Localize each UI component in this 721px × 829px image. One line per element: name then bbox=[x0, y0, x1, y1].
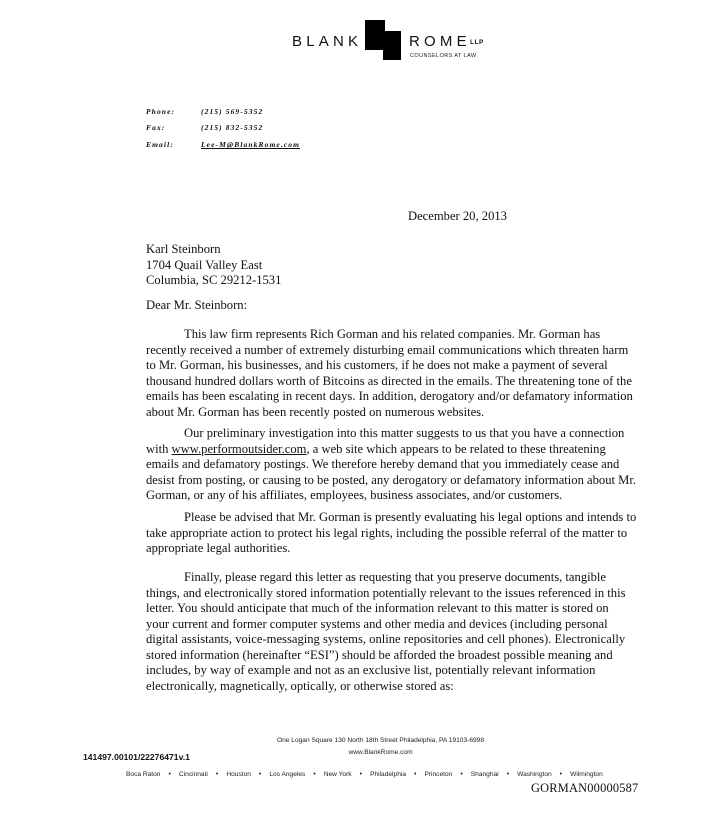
website-link[interactable]: www.performoutsider.com bbox=[171, 441, 307, 456]
phone-label: Phone: bbox=[146, 107, 176, 116]
paragraph-3 bbox=[146, 510, 646, 557]
recipient-name: Karl Steinborn bbox=[146, 242, 221, 256]
office-location: Cincinnati bbox=[178, 771, 208, 778]
firm-tagline: COUNSELORS AT LAW bbox=[410, 53, 477, 59]
footer-website[interactable]: www.BlankRome.com bbox=[348, 749, 413, 756]
paragraph-line: letter. You should anticipate that much of the information relevant to this matter is stored on bbox=[146, 601, 609, 615]
paragraph-line: stored information (hereinafter “ESI”) should be afforded the broadest possible meaning and bbox=[146, 647, 613, 662]
paragraph-line: emails has been escalating in recent days. In addition, derogatory and/or defamatory information bbox=[146, 389, 633, 403]
fax-label: Fax: bbox=[146, 123, 166, 132]
recipient-city: Columbia, SC 29212-1531 bbox=[146, 273, 282, 287]
recipient-address bbox=[146, 242, 281, 289]
logo-block-right bbox=[383, 31, 401, 60]
email-label: Email: bbox=[146, 140, 174, 149]
footer-address: One Logan Square 130 North 18th Street Philadelphia, PA 19103-6998 bbox=[276, 737, 484, 744]
office-location: Washington bbox=[517, 771, 552, 778]
phone-value: (215) 569-5352 bbox=[201, 107, 264, 116]
bullet-separator-icon: • bbox=[215, 771, 219, 778]
paragraph-line bbox=[146, 442, 646, 458]
paragraph-line: about Mr. Gorman has been recently posted on numerous websites. bbox=[146, 404, 485, 419]
bullet-separator-icon: • bbox=[559, 771, 563, 778]
paragraph-line: your current and former computer systems and other media and devices (including personal bbox=[146, 616, 608, 631]
paragraph-line: desist from posting, or causing to be posted, any derogatory or defamatory information about Mr. bbox=[146, 472, 636, 487]
fax-value: (215) 832-5352 bbox=[201, 123, 264, 132]
paragraph-line: electronically, magnetically, optically, or otherwise stored as: bbox=[146, 678, 454, 693]
paragraph-2 bbox=[146, 426, 646, 504]
bullet-separator-icon: • bbox=[258, 771, 262, 778]
firm-name-blank: BLANK bbox=[292, 33, 363, 50]
paragraph-1 bbox=[146, 327, 646, 420]
office-location: Philadelphia bbox=[370, 771, 406, 778]
document-id: 141497.00101/22276471v.1 bbox=[83, 752, 190, 762]
office-location: Princeton bbox=[424, 771, 453, 778]
paragraph-4 bbox=[146, 570, 646, 694]
bates-number: GORMAN00000587 bbox=[531, 781, 639, 795]
paragraph-line: includes, by way of example and not as an exclusive list, potentially relevant information bbox=[146, 663, 596, 677]
paragraph-line: emails and defamatory postings. We therefore hereby demand that you immediately cease and bbox=[146, 457, 620, 471]
bullet-separator-icon: • bbox=[359, 771, 363, 778]
office-location: Houston bbox=[226, 771, 251, 778]
office-location: Los Angeles bbox=[269, 771, 306, 778]
office-location: Shanghai bbox=[470, 771, 499, 778]
paragraph-line: Gorman, or any of his affiliates, employees, business associates, and/or customers. bbox=[146, 488, 563, 502]
office-locations bbox=[126, 771, 603, 778]
bullet-separator-icon: • bbox=[168, 771, 171, 778]
line-suffix: , a web site which appears to be related to these threatening bbox=[306, 441, 606, 456]
paragraph-line: Finally, please regard this letter as requesting that you preserve documents, tangible bbox=[184, 570, 606, 584]
letter-date: December 20, 2013 bbox=[408, 209, 507, 223]
line-prefix: with bbox=[146, 441, 172, 456]
paragraph-line: appropriate legal authorities. bbox=[146, 541, 291, 555]
office-location: Boca Raton bbox=[126, 771, 161, 778]
bullet-separator-icon: • bbox=[414, 771, 417, 778]
office-location: Wilmington bbox=[570, 771, 603, 778]
paragraph-line: take appropriate action to protect his legal rights, including the possible referral of the matter to bbox=[146, 525, 628, 540]
paragraph-line: Please be advised that Mr. Gorman is presently evaluating his legal options and intends to bbox=[184, 510, 637, 524]
office-location: New York bbox=[323, 771, 352, 778]
bullet-separator-icon: • bbox=[460, 771, 463, 778]
bullet-separator-icon: • bbox=[313, 771, 316, 778]
paragraph-line: recently received a number of extremely disturbing email communications which threaten harm bbox=[146, 342, 629, 357]
paragraph-line: to Mr. Gorman, his businesses, and his customers, if he does not make a payment of several bbox=[146, 358, 608, 372]
firm-suffix: LLP bbox=[470, 39, 484, 46]
paragraph-line: Our preliminary investigation into this matter suggests to us that you have a connection bbox=[184, 426, 625, 440]
firm-name-rome: ROME bbox=[409, 33, 471, 50]
paragraph-line: thousand hundred dollars worth of Bitcoins as directed in the emails. The threatening tone of the bbox=[146, 373, 632, 388]
bullet-separator-icon: • bbox=[506, 771, 510, 778]
salutation: Dear Mr. Steinborn: bbox=[146, 298, 248, 312]
logo-block-left bbox=[365, 20, 385, 50]
recipient-street: 1704 Quail Valley East bbox=[146, 257, 263, 272]
paragraph-line: digital assistants, voice-messaging systems, online repositories and cell phones). Electronically bbox=[146, 632, 626, 646]
paragraph-line: things, and electronically stored information potentially relevant to the issues referenced in this bbox=[146, 585, 626, 600]
paragraph-line: This law firm represents Rich Gorman and his related companies. Mr. Gorman has bbox=[184, 327, 601, 341]
email-link[interactable]: Lee-M@BlankRome.com bbox=[201, 140, 301, 149]
